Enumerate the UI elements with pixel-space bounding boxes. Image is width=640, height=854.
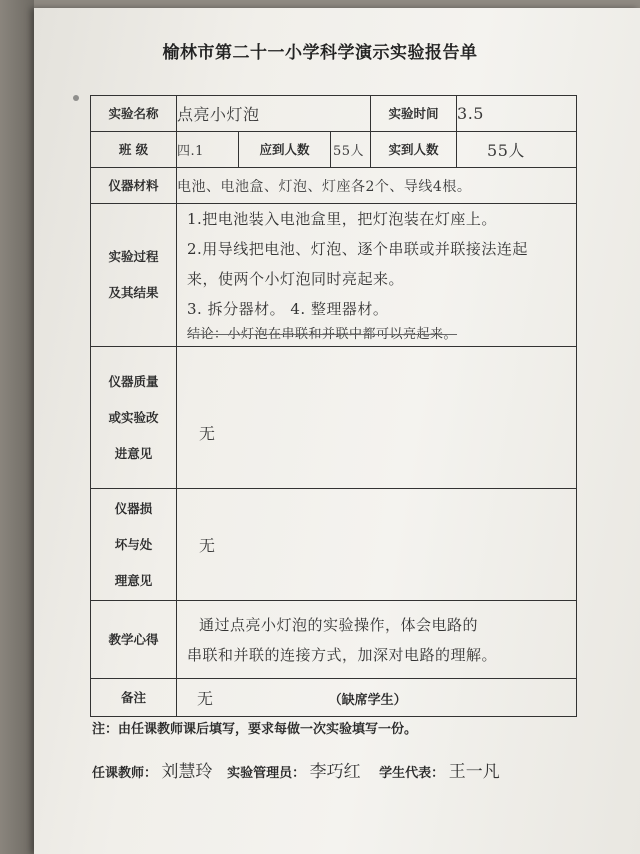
quality-label-line: 仪器质量: [108, 373, 159, 389]
process-label-line: 实验过程: [108, 249, 159, 264]
experiment-name-value: 点亮小灯泡: [177, 96, 371, 132]
signature-line: [92, 757, 592, 782]
experiment-time-label: 实验时间: [371, 96, 457, 132]
paper-mark: [73, 95, 79, 101]
manager-label: 实验管理员：: [227, 766, 306, 781]
row-remarks: [91, 679, 577, 717]
reflection-label: 教学心得: [91, 601, 177, 679]
reflection-content: [177, 601, 577, 679]
row-experiment-name: [91, 96, 577, 132]
absent-students-note: （缺席学生）: [328, 693, 407, 708]
experiment-name-label: 实验名称: [91, 96, 177, 132]
quality-label: [91, 347, 177, 489]
process-content: [177, 204, 577, 347]
expected-count-label: 应到人数: [239, 132, 331, 168]
damage-label-line: 坏与处: [114, 536, 153, 552]
remarks-content: [177, 679, 577, 717]
manager-signature: 李巧红: [309, 762, 361, 782]
process-label-line: 及其结果: [108, 285, 159, 300]
damage-label: [91, 489, 177, 601]
expected-count-value: 55人: [331, 132, 371, 168]
damage-label-line: 理意见: [114, 572, 153, 588]
quality-label-line: 或实验改: [108, 409, 159, 425]
row-materials: [91, 168, 577, 204]
materials-value: 电池、电池盒、灯泡、灯座各2个、导线4根。: [177, 168, 577, 204]
process-line: 1.把电池装入电池盒里，把灯泡装在灯座上。: [187, 210, 497, 228]
class-label: 班 级: [91, 132, 177, 168]
binding-edge: [0, 0, 34, 854]
row-process: [91, 204, 577, 347]
student-signature: 王一凡: [448, 762, 500, 782]
remarks-value: 无: [197, 689, 214, 708]
class-value: 四.1: [177, 132, 239, 168]
teacher-signature: 刘慧玲: [161, 762, 213, 782]
row-damage: [91, 489, 577, 601]
reflection-line: 通过点亮小灯泡的实验操作，体会电路的: [199, 615, 479, 634]
row-class: [91, 132, 577, 168]
report-title: 榆林市第二十一小学科学演示实验报告单: [162, 43, 478, 63]
footer-note: 注：由任课教师课后填写，要求每做一次实验填写一份。: [92, 722, 418, 737]
actual-count-label: 实到人数: [371, 132, 457, 168]
process-line: 结论：小灯泡在串联和并联中都可以亮起来。: [187, 327, 458, 342]
student-label: 学生代表：: [379, 766, 445, 781]
actual-count-value: 55人: [457, 132, 577, 168]
remarks-label: 备注: [91, 679, 177, 717]
damage-value: 无: [177, 489, 577, 601]
experiment-time-value: 3.5: [457, 96, 577, 132]
process-line: 3. 拆分器材。 4. 整理器材。: [187, 300, 389, 318]
quality-label-line: 进意见: [114, 445, 153, 461]
process-label: [91, 204, 177, 347]
materials-label: 仪器材料: [91, 168, 177, 204]
teacher-label: 任课教师：: [92, 766, 158, 781]
quality-value: 无: [177, 347, 577, 489]
process-line: 2.用导线把电池、灯泡、逐个串联或并联接法连起: [187, 240, 528, 258]
row-reflection: [91, 601, 577, 679]
report-table: [90, 95, 577, 717]
row-quality: [91, 347, 577, 489]
damage-label-line: 仪器损: [114, 500, 153, 516]
process-line: 来，使两个小灯泡同时亮起来。: [187, 270, 405, 288]
reflection-line: 串联和并联的连接方式，加深对电路的理解。: [187, 645, 498, 664]
